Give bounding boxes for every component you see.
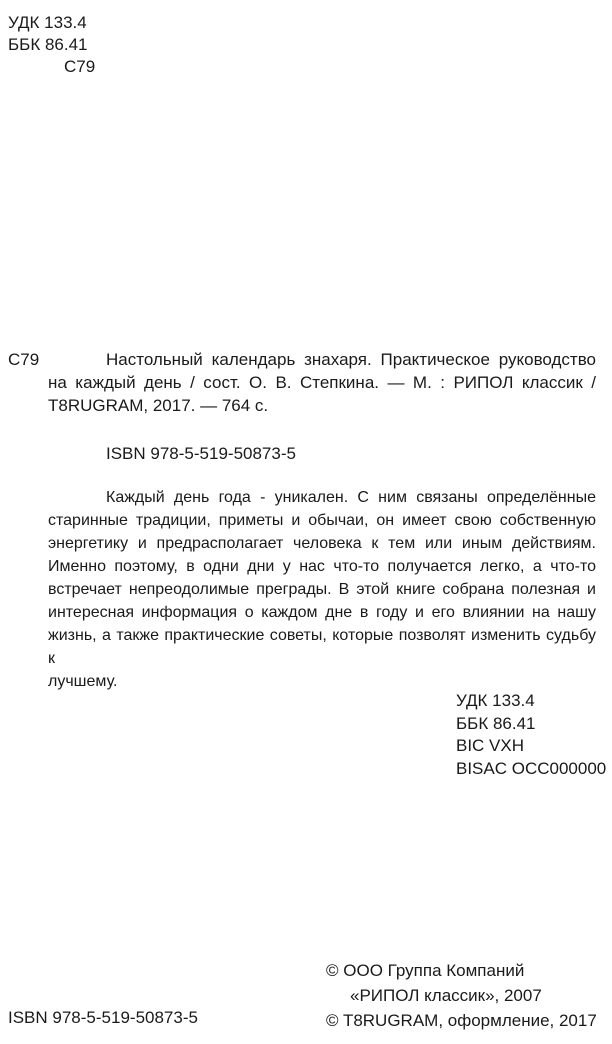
catalog-entry (48, 348, 596, 417)
annotation-line: старинные традиции, приметы и обычаи, он имеет свою собственную (48, 512, 596, 529)
copyright-line: «РИПОЛ классик», 2007 (350, 986, 542, 1005)
bisac-code: BISAC OCC000000 (456, 758, 607, 778)
isbn-bottom: ISBN 978-5-519-50873-5 (8, 1008, 198, 1027)
bbk-code: ББК 86.41 (8, 35, 88, 54)
copyright-line: © T8RUGRAM, оформление, 2017 (326, 1011, 597, 1030)
bic-code: BIC VXH (456, 736, 525, 755)
author-mark: С79 (64, 57, 96, 76)
annotation-line: встречает непреодолимые преграды. В этой книге собрана полезная и (48, 581, 596, 598)
catalog-entry-line: Настольный календарь знахаря. Практическое руководство (106, 350, 596, 369)
copyright-block (326, 958, 597, 1033)
catalog-entry-line: T8RUGRAM, 2017. — 764 с. (48, 396, 269, 415)
bottom-classification (456, 690, 606, 780)
annotation-line: жизнь, а также практические советы, которые позволят изменить судьбу к (48, 627, 596, 667)
annotation-line: Каждый день года - уникален. С ним связаны определённые (106, 489, 596, 506)
annotation-line: лучшему. (48, 673, 118, 690)
top-classification (8, 12, 95, 78)
isbn-main: ISBN 978-5-519-50873-5 (106, 444, 296, 463)
annotation (48, 486, 596, 693)
annotation-line: энергетику и предрасполагает человека к тем или иным действиям. (48, 535, 596, 552)
annotation-line: Именно поэтому, в одни дни у нас что-то получается легко, а что-то (48, 558, 596, 575)
catalog-entry-line: на каждый день / сост. О. В. Степкина. — М. : РИПОЛ классик / (48, 373, 596, 392)
bbk-code: ББК 86.41 (456, 713, 536, 733)
udk-code: УДК 133.4 (8, 13, 87, 32)
entry-author-mark: С79 (8, 350, 40, 369)
udk-code: УДК 133.4 (456, 691, 535, 710)
annotation-line: интересная информация о каждом дне в году и его влиянии на нашу (48, 604, 596, 621)
copyright-line: © ООО Группа Компаний (326, 961, 525, 980)
